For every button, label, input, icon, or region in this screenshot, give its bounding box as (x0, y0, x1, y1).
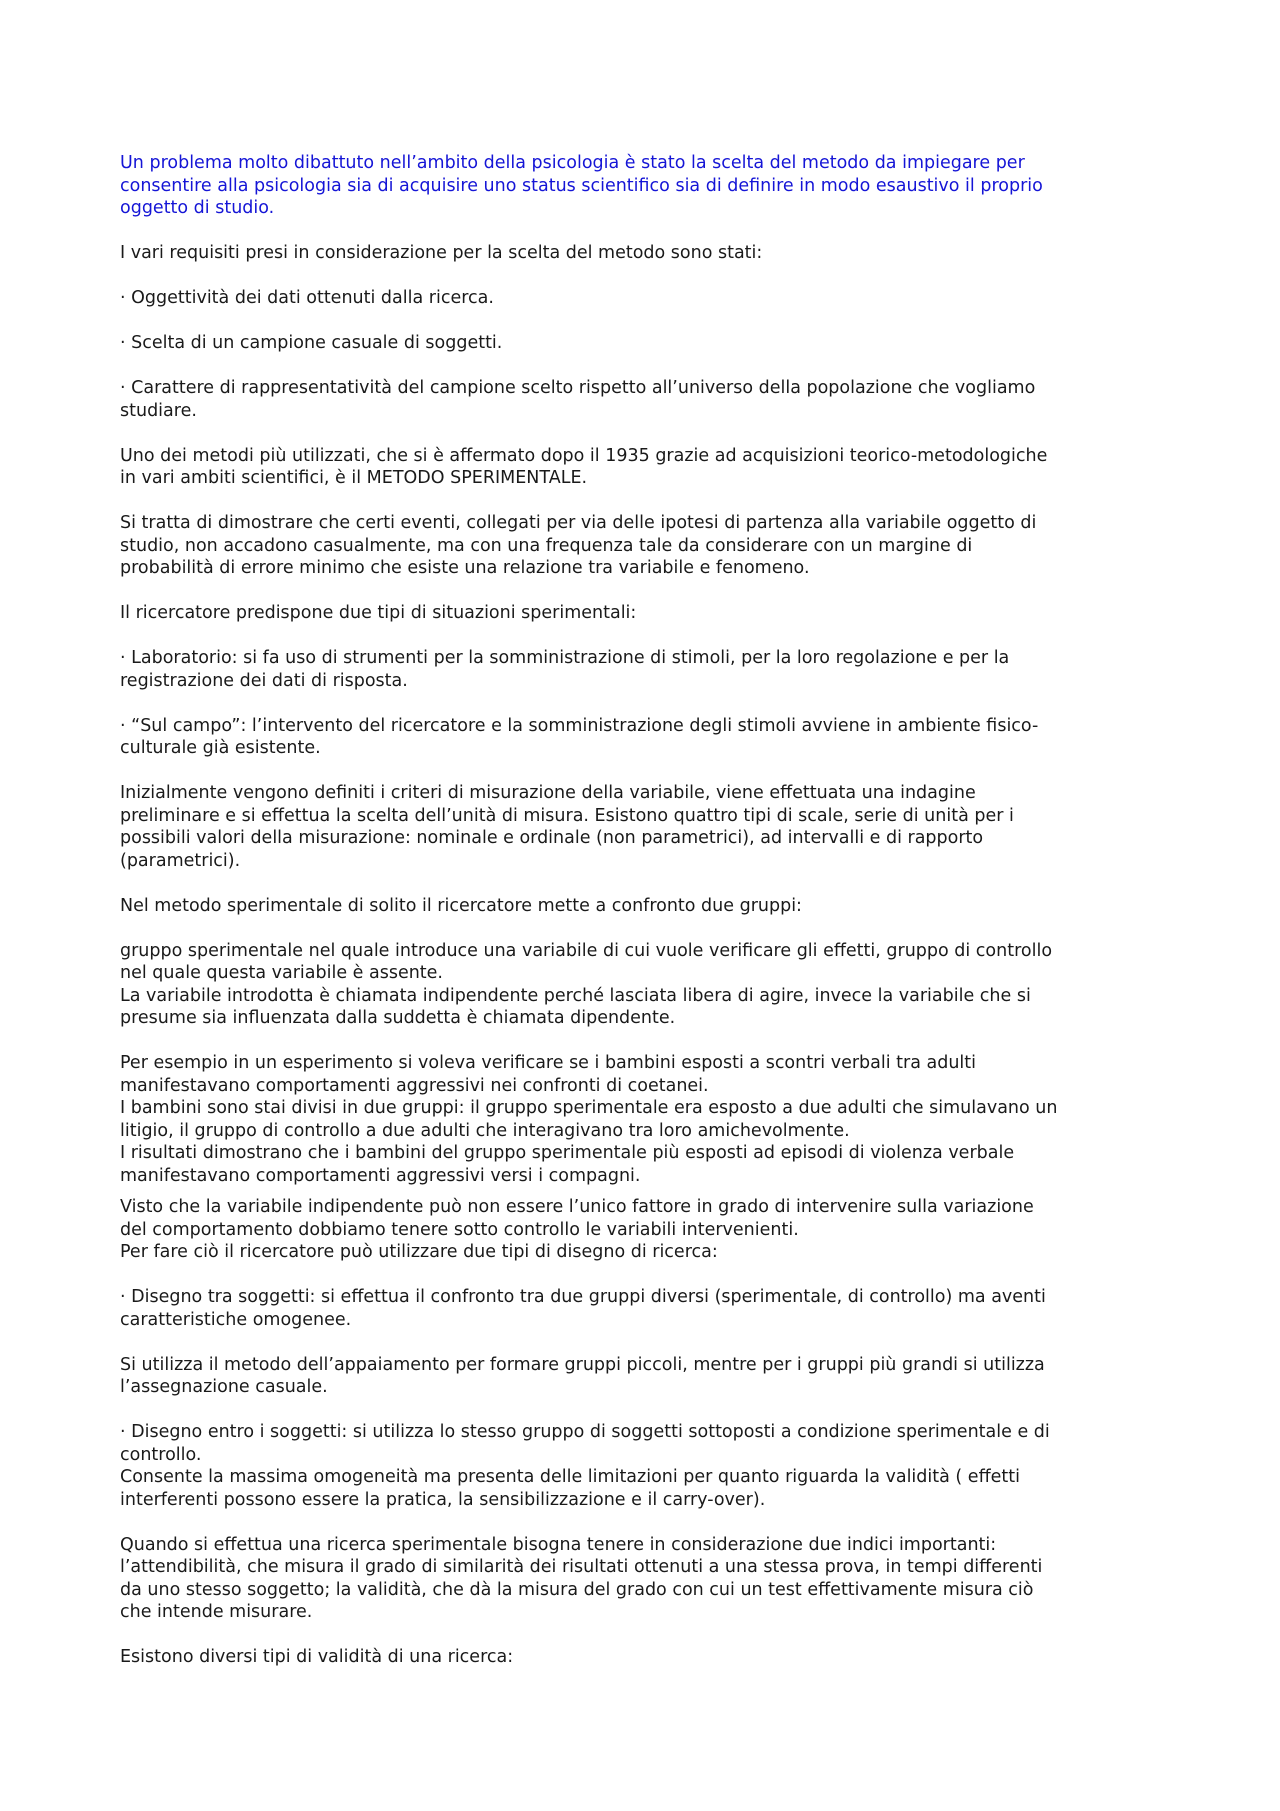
paragraph: Uno dei metodi più utilizzati, che si è affermato dopo il 1935 grazie ad acquisizioni teorico-metodologiche in vari ambiti scientifici, è il METODO SPERIMENTALE. (120, 445, 1048, 488)
paragraph: Per esempio in un esperimento si voleva verificare se i bambini esposti a scontri verbali tra adulti manifestavano comportamenti aggressivi nei confronti di coetanei. I bambini sono stai divisi in due gruppi: il gruppo sperimentale era esposto a due adulti che simulavano un litigio, il gruppo di controllo a due adulti che interagivano tra loro amichevolmente. I risultati dimostrano che i bambini del gruppo sperimentale più esposti ad episodi di violenza verbale manifestavano comportamenti aggressivi versi i compagni. (120, 1053, 1058, 1186)
paragraph: Si utilizza il metodo dell’appaiamento per formare gruppi piccoli, mentre per i gruppi più grandi si utilizza l’assegnazione casuale. (120, 1354, 1045, 1397)
paragraph: Inizialmente vengono definiti i criteri di misurazione della variabile, viene effettuata una indagine preliminare e si effettua la scelta dell’unità di misura. Esistono quattro tipi di scale, serie di unità per i possibili valori della misurazione: nominale e ordinale (non parametrici), ad intervalli e di rapporto (parametrici). (120, 783, 1014, 871)
bullet-item: · Disegno tra soggetti: si effettua il confronto tra due gruppi diversi (sperimentale, di controllo) ma aventi caratteristiche omogenee. (120, 1287, 1046, 1330)
paragraph: gruppo sperimentale nel quale introduce una variabile di cui vuole verificare gli effetti, gruppo di controllo nel quale questa variabile è assente. La variabile introdotta è chiamata indipendente perché lasciata libera di agire, invece la variabile che si presume sia influenzata dalla suddetta è chiamata dipendente. (120, 940, 1053, 1028)
paragraph: Quando si effettua una ricerca sperimentale bisogna tenere in considerazione due indici importanti: l’attendibilità, che misura il grado di similarità dei risultati ottenuti a una stessa prova, in tempi differenti da uno stesso soggetto; la validità, che dà la misura del grado con cui un test effettivamente misura ciò che intende misurare. (120, 1534, 1043, 1622)
document-body (120, 152, 1180, 1669)
paragraph: Nel metodo sperimentale di solito il ricercatore mette a confronto due gruppi: (120, 895, 802, 916)
paragraph: Visto che la variabile indipendente può non essere l’unico fattore in grado di intervenire sulla variazione del comportamento dobbiamo tenere sotto controllo le variabili intervenienti. Per fare ciò il ricercatore può utilizzare due tipi di disegno di ricerca: (120, 1197, 1034, 1262)
bullet-item: · Disegno entro i soggetti: si utilizza lo stesso gruppo di soggetti sottoposti a condizione sperimentale e di controllo. Consente la massima omogeneità ma presenta delle limitazioni per quanto riguarda la validità ( effetti interferenti possono essere la pratica, la sensibilizzazione e il carry-over). (120, 1422, 1050, 1510)
paragraph: Esistono diversi tipi di validità di una ricerca: (120, 1647, 514, 1667)
paragraph: Si tratta di dimostrare che certi eventi, collegati per via delle ipotesi di partenza alla variabile oggetto di studio, non accadono casualmente, ma con una frequenza tale da considerare con un margine di probabilità di errore minimo che esiste una relazione tra variabile e fenomeno. (120, 513, 1037, 578)
paragraph: I vari requisiti presi in considerazione per la scelta del metodo sono stati: (120, 243, 763, 263)
bullet-item: · Oggettività dei dati ottenuti dalla ricerca. (120, 288, 494, 308)
intro-paragraph: Un problema molto dibattuto nell’ambito della psicologia è stato la scelta del metodo da impiegare per consentire alla psicologia sia di acquisire uno status scientifico sia di definire in modo esaustivo il proprio oggetto di studio. (120, 153, 1043, 218)
bullet-item: · Scelta di un campione casuale di soggetti. (120, 333, 503, 353)
bullet-item: · Carattere di rappresentatività del campione scelto rispetto all’universo della popolazione che vogliamo studiare. (120, 378, 1036, 421)
bullet-item: · “Sul campo”: l’intervento del ricercatore e la somministrazione degli stimoli avviene in ambiente fisico- culturale già esistente. (120, 715, 1039, 758)
paragraph: Il ricercatore predispone due tipi di situazioni sperimentali: (120, 603, 637, 623)
bullet-item: · Laboratorio: si fa uso di strumenti per la somministrazione di stimoli, per la loro regolazione e per la registrazione dei dati di risposta. (120, 648, 1010, 691)
